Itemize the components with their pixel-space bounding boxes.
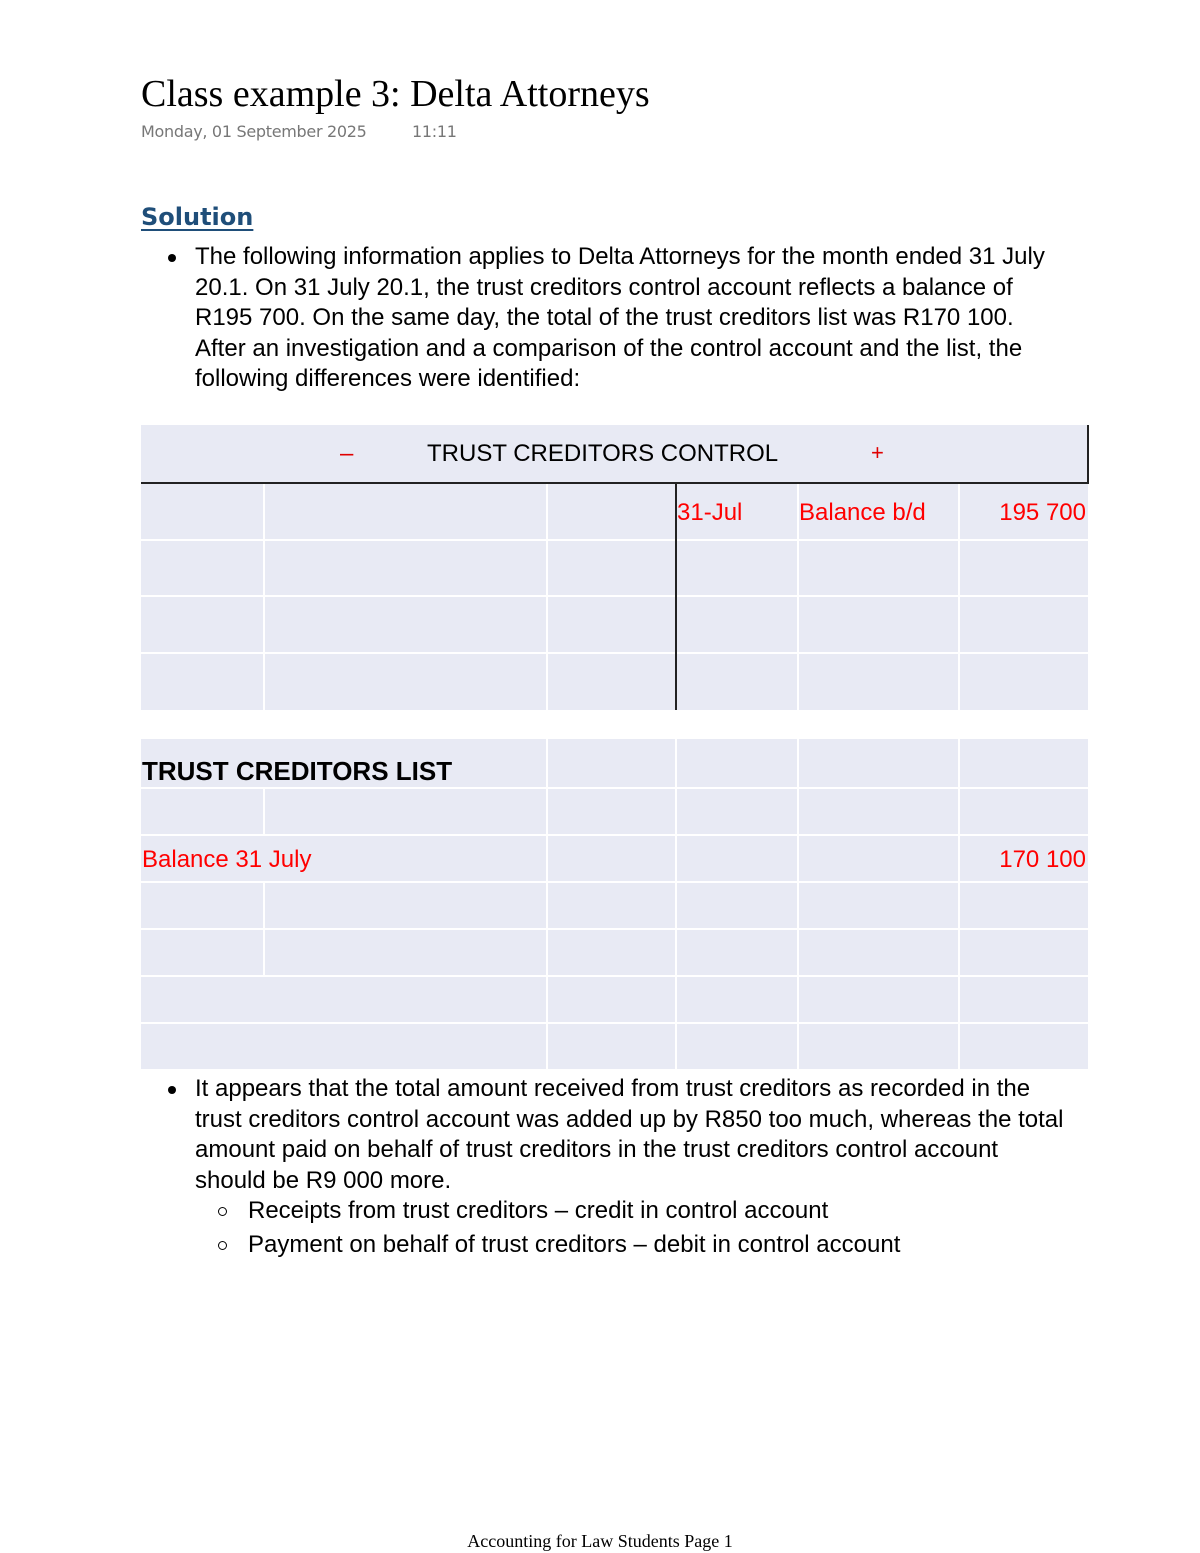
account-header-edge	[1087, 425, 1089, 484]
grid-line	[141, 975, 1088, 977]
page-title: Class example 3: Delta Attorneys	[141, 73, 650, 115]
credit-amount: 195 700	[999, 499, 1086, 526]
credit-sign: +	[871, 440, 884, 465]
grid-line	[675, 739, 677, 1069]
list-balance-amount: 170 100	[999, 846, 1086, 873]
sub-point-text: Receipts from trust creditors – credit in control account	[248, 1197, 829, 1224]
grid-line	[141, 834, 1088, 836]
grid-line	[797, 739, 799, 1069]
creditors-list-title: TRUST CREDITORS LIST	[142, 756, 453, 786]
grid-line	[141, 1022, 1088, 1024]
sub-point	[218, 1196, 828, 1226]
intro-text: The following information applies to Delta Attorneys for the month ended 31 July 20.1. On 31 July 20.1, the trust creditors control account reflects a balance of R195 700. On the same day, the total of the trust creditors list was R170 100. After an investigation and a comparison of the control account and the list, the following differences were identified:	[195, 243, 1045, 393]
sub-point-text: Payment on behalf of trust creditors – debit in control account	[248, 1231, 901, 1258]
hollow-bullet-icon	[218, 1207, 227, 1216]
page-date: Monday, 01 September 2025	[141, 122, 367, 141]
grid-line	[141, 652, 1088, 654]
finding-bullet	[168, 1074, 1068, 1196]
control-account-title: TRUST CREDITORS CONTROL	[427, 440, 779, 467]
page-time: 11:11	[412, 122, 457, 141]
debit-sign: –	[340, 440, 354, 467]
grid-line	[141, 881, 1088, 883]
sub-point	[218, 1230, 900, 1260]
grid-line	[958, 739, 960, 1069]
page-footer: Accounting for Law Students Page 1	[467, 1531, 733, 1551]
intro-bullet	[168, 242, 1068, 395]
grid-line	[263, 484, 265, 710]
grid-line	[141, 595, 1088, 597]
credit-detail: Balance b/d	[799, 499, 926, 526]
hollow-bullet-icon	[218, 1241, 227, 1250]
account-header-rule	[141, 482, 1088, 484]
grid-line	[546, 484, 548, 710]
grid-line	[546, 739, 548, 1069]
credit-date: 31-Jul	[677, 499, 743, 526]
grid-line	[141, 539, 1088, 541]
bullet-icon	[168, 254, 176, 262]
finding-text: It appears that the total amount received from trust creditors as recorded in the trust creditors control account was added up by R850 too much, whereas the total amount paid on behalf of trust creditors in the trust creditors control account should be R9 000 more.	[195, 1075, 1064, 1194]
grid-line	[141, 787, 1088, 789]
grid-line	[958, 484, 960, 710]
list-balance-label: Balance 31 July	[142, 846, 312, 873]
grid-line	[263, 881, 265, 975]
grid-line	[141, 928, 1088, 930]
bullet-icon	[168, 1086, 176, 1094]
solution-heading: Solution	[141, 203, 254, 231]
grid-line	[263, 787, 265, 834]
